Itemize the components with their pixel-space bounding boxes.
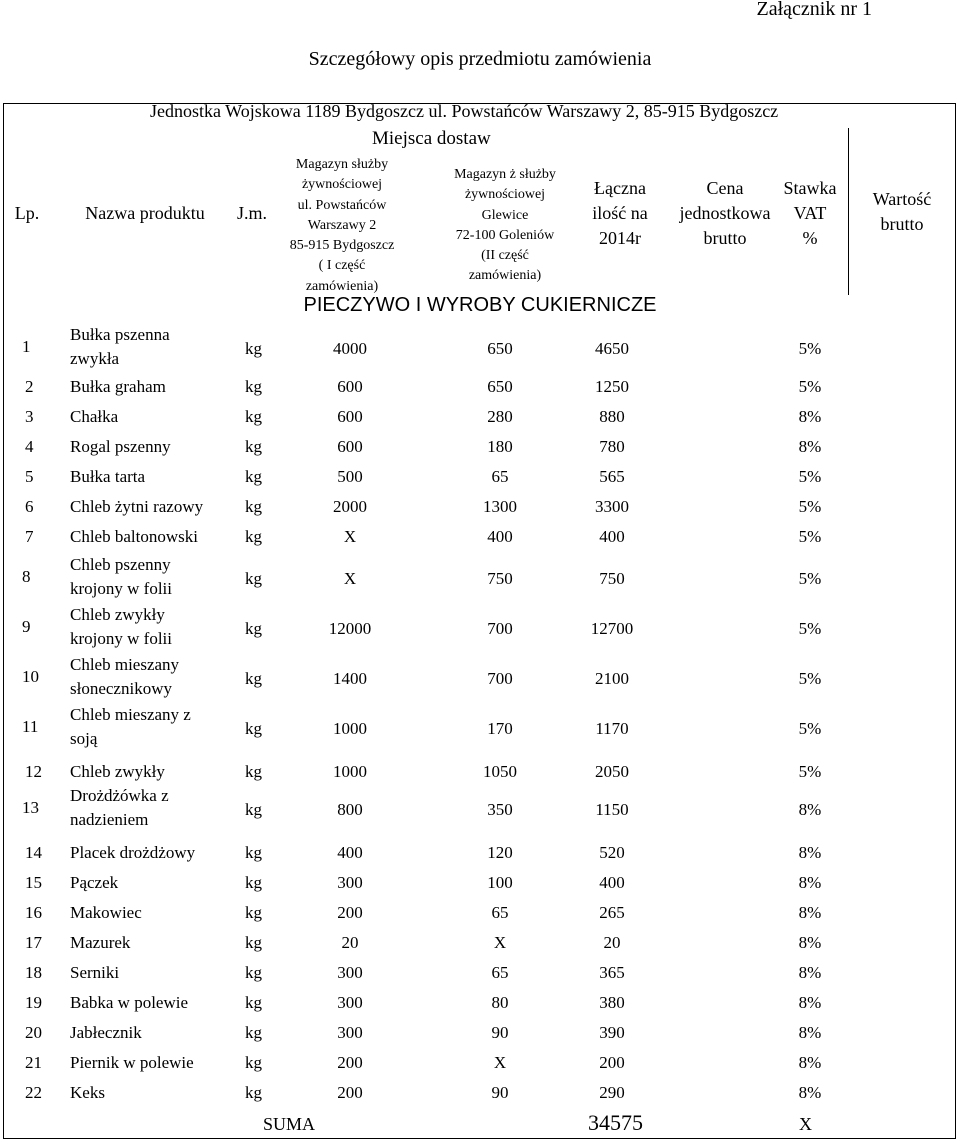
unit: kg bbox=[245, 1053, 262, 1072]
qty-warehouse-1: 20 bbox=[341, 933, 359, 952]
qty-warehouse-1: X bbox=[343, 569, 357, 588]
unit: kg bbox=[245, 669, 262, 688]
product-name-line: nadzieniem bbox=[70, 810, 149, 829]
unit: kg bbox=[245, 497, 262, 516]
product-name bbox=[70, 703, 191, 751]
vat-rate: 8% bbox=[798, 437, 822, 456]
qty-warehouse-2: 120 bbox=[487, 843, 513, 862]
header-warehouse-1: Magazyn służby żywnościowej ul. Powstańców Warszawy 2 85-915 Bydgoszcz ( I część zamówienia) bbox=[289, 157, 395, 294]
qty-warehouse-1: 12000 bbox=[328, 619, 372, 638]
row-number: 21 bbox=[25, 1053, 42, 1072]
row-number: 11 bbox=[22, 717, 39, 736]
row-number: 14 bbox=[25, 843, 42, 862]
row-number: 10 bbox=[22, 667, 39, 686]
product-name: Chleb zwykły bbox=[70, 762, 165, 781]
qty-total: 565 bbox=[599, 467, 625, 486]
unit: kg bbox=[245, 569, 262, 588]
product-name bbox=[70, 653, 179, 701]
unit: kg bbox=[245, 800, 262, 819]
product-name bbox=[70, 553, 172, 601]
qty-total: 1150 bbox=[595, 800, 629, 819]
product-name-line: Chleb pszenny bbox=[70, 555, 171, 574]
header-total-quantity: Łączna ilość na 2014r bbox=[592, 178, 648, 248]
qty-total: 750 bbox=[599, 569, 625, 588]
row-number: 1 bbox=[22, 337, 31, 356]
qty-warehouse-1: 300 bbox=[337, 873, 363, 892]
qty-warehouse-2: 1300 bbox=[483, 497, 517, 516]
row-number: 5 bbox=[25, 467, 34, 486]
product-name: Jabłecznik bbox=[70, 1023, 142, 1042]
header-warehouse-2: Magazyn ż służby żywnościowej Glewice 72-100 Goleniów (II część zamówienia) bbox=[454, 167, 556, 284]
vat-rate: 8% bbox=[798, 1053, 822, 1072]
vat-rate: 8% bbox=[798, 1083, 822, 1102]
row-number: 15 bbox=[25, 873, 42, 892]
qty-total: 3300 bbox=[595, 497, 629, 516]
vat-rate: 8% bbox=[798, 843, 822, 862]
product-name-line: Drożdżówka z bbox=[70, 786, 169, 805]
vat-rate: 8% bbox=[798, 963, 822, 982]
row-number: 4 bbox=[25, 437, 34, 456]
product-name: Placek drożdżowy bbox=[70, 843, 196, 862]
delivery-places-title: Miejsca dostaw bbox=[372, 128, 491, 149]
product-name-line: słonecznikowy bbox=[70, 679, 172, 698]
unit: kg bbox=[245, 527, 262, 546]
qty-warehouse-2: 350 bbox=[487, 800, 513, 819]
unit: kg bbox=[245, 1023, 262, 1042]
vat-rate: 8% bbox=[798, 993, 822, 1012]
category-label: PIECZYWO I WYROBY CUKIERNICZE bbox=[303, 294, 657, 316]
qty-total: 2050 bbox=[595, 762, 629, 781]
qty-total: 400 bbox=[599, 873, 625, 892]
qty-total: 520 bbox=[599, 843, 625, 862]
sum-label: SUMA bbox=[263, 1114, 316, 1134]
header-product-name: Nazwa produktu bbox=[85, 203, 205, 223]
unit: kg bbox=[245, 963, 262, 982]
unit: kg bbox=[245, 1083, 262, 1102]
qty-warehouse-2: 1050 bbox=[483, 762, 517, 781]
row-number: 18 bbox=[25, 963, 42, 982]
product-name: Serniki bbox=[70, 963, 120, 982]
qty-warehouse-1: 1400 bbox=[333, 669, 367, 688]
qty-warehouse-1: 300 bbox=[337, 993, 363, 1012]
qty-warehouse-1: 300 bbox=[337, 1023, 363, 1042]
qty-total: 880 bbox=[599, 407, 625, 426]
vat-rate: 8% bbox=[798, 407, 822, 426]
qty-warehouse-1: 400 bbox=[337, 843, 363, 862]
product-name bbox=[70, 784, 169, 832]
qty-warehouse-2: 700 bbox=[487, 619, 513, 638]
qty-warehouse-2: 65 bbox=[491, 963, 509, 982]
unit: kg bbox=[245, 437, 262, 456]
row-number: 8 bbox=[22, 567, 31, 586]
qty-total: 20 bbox=[603, 933, 621, 952]
unit: kg bbox=[245, 407, 262, 426]
product-name: Pączek bbox=[70, 873, 119, 892]
vat-rate: 8% bbox=[798, 1023, 822, 1042]
row-number: 2 bbox=[25, 377, 34, 396]
product-name: Rogal pszenny bbox=[70, 437, 171, 456]
qty-warehouse-1: 1000 bbox=[333, 719, 367, 738]
row-number: 16 bbox=[25, 903, 42, 922]
row-number: 13 bbox=[22, 798, 39, 817]
qty-warehouse-1: 1000 bbox=[333, 762, 367, 781]
qty-total: 365 bbox=[599, 963, 625, 982]
qty-warehouse-1: 800 bbox=[337, 800, 363, 819]
unit: kg bbox=[245, 467, 262, 486]
row-number: 9 bbox=[22, 617, 31, 636]
vat-rate: 8% bbox=[798, 903, 822, 922]
product-name: Bułka tarta bbox=[70, 467, 146, 486]
qty-warehouse-2: 700 bbox=[487, 669, 513, 688]
unit: kg bbox=[245, 762, 262, 781]
sum-value: 34575 bbox=[588, 1110, 643, 1135]
vat-rate: 8% bbox=[798, 800, 822, 819]
product-name bbox=[70, 323, 170, 371]
row-number: 3 bbox=[25, 407, 34, 426]
vat-rate: 5% bbox=[798, 527, 822, 546]
header-lp: Lp. bbox=[14, 203, 40, 223]
qty-warehouse-2: 90 bbox=[491, 1083, 509, 1102]
qty-total: 200 bbox=[599, 1053, 625, 1072]
unit: kg bbox=[245, 993, 262, 1012]
qty-warehouse-1: 200 bbox=[337, 1053, 363, 1072]
product-name-line: krojony w folii bbox=[70, 579, 172, 598]
qty-warehouse-2: 280 bbox=[487, 407, 513, 426]
vat-rate: 5% bbox=[798, 762, 822, 781]
qty-warehouse-2: 180 bbox=[487, 437, 513, 456]
unit: kg bbox=[245, 873, 262, 892]
vat-rate: 5% bbox=[798, 569, 822, 588]
row-number: 19 bbox=[25, 993, 42, 1012]
unit: kg bbox=[245, 339, 262, 358]
row-number: 20 bbox=[25, 1023, 42, 1042]
row-number: 12 bbox=[25, 762, 42, 781]
qty-warehouse-2: 65 bbox=[491, 903, 509, 922]
row-number: 7 bbox=[25, 527, 34, 546]
product-name: Chleb żytni razowy bbox=[70, 497, 204, 516]
product-name: Chałka bbox=[70, 407, 119, 426]
product-name-line: Chleb mieszany z bbox=[70, 705, 191, 724]
row-number: 6 bbox=[25, 497, 34, 516]
qty-warehouse-2: 80 bbox=[491, 993, 509, 1012]
vat-rate: 5% bbox=[798, 619, 822, 638]
qty-total: 1250 bbox=[595, 377, 629, 396]
qty-warehouse-1: 2000 bbox=[333, 497, 367, 516]
qty-total: 390 bbox=[599, 1023, 625, 1042]
unit: kg bbox=[245, 619, 262, 638]
unit: kg bbox=[245, 903, 262, 922]
qty-warehouse-2: 400 bbox=[487, 527, 513, 546]
qty-warehouse-2: 90 bbox=[491, 1023, 509, 1042]
product-name-line: krojony w folii bbox=[70, 629, 172, 648]
vat-rate: 8% bbox=[798, 933, 822, 952]
qty-warehouse-2: 65 bbox=[491, 467, 509, 486]
qty-total: 2100 bbox=[595, 669, 629, 688]
product-name: Keks bbox=[70, 1083, 105, 1102]
product-name: Mazurek bbox=[70, 933, 131, 952]
qty-total: 400 bbox=[599, 527, 625, 546]
qty-total: 265 bbox=[599, 903, 625, 922]
qty-warehouse-1: 300 bbox=[337, 963, 363, 982]
qty-warehouse-2: 170 bbox=[487, 719, 513, 738]
unit: kg bbox=[245, 933, 262, 952]
product-name-line: soją bbox=[70, 729, 98, 748]
qty-warehouse-2: 650 bbox=[487, 377, 513, 396]
qty-warehouse-2: 650 bbox=[487, 339, 513, 358]
unit: kg bbox=[245, 843, 262, 862]
product-name: Chleb baltonowski bbox=[70, 527, 198, 546]
product-name-line: Bułka pszenna bbox=[70, 325, 170, 344]
product-name-line: zwykła bbox=[70, 349, 120, 368]
vat-rate: 5% bbox=[798, 719, 822, 738]
product-name: Makowiec bbox=[70, 903, 142, 922]
qty-warehouse-2: 100 bbox=[487, 873, 513, 892]
product-name bbox=[70, 603, 172, 651]
unit: kg bbox=[245, 719, 262, 738]
qty-warehouse-2: X bbox=[493, 1053, 507, 1072]
vat-rate: 5% bbox=[798, 497, 822, 516]
qty-warehouse-1: 600 bbox=[337, 437, 363, 456]
document-title: Szczegółowy opis przedmiotu zamówienia bbox=[308, 48, 652, 70]
attachment-label: Załącznik nr 1 bbox=[756, 0, 872, 20]
product-name: Piernik w polewie bbox=[70, 1053, 194, 1072]
vat-rate: 5% bbox=[798, 377, 822, 396]
qty-total: 290 bbox=[599, 1083, 625, 1102]
header-vat-rate: Stawka VAT % bbox=[783, 178, 837, 248]
qty-warehouse-1: 500 bbox=[337, 467, 363, 486]
product-name: Babka w polewie bbox=[70, 993, 189, 1012]
sum-value-column: X bbox=[799, 1114, 812, 1134]
qty-total: 12700 bbox=[590, 619, 634, 638]
header-gross-value: Wartość brutto bbox=[872, 189, 932, 234]
row-number: 17 bbox=[25, 933, 42, 952]
qty-warehouse-1: 600 bbox=[337, 377, 363, 396]
qty-warehouse-1: 4000 bbox=[333, 339, 367, 358]
vat-rate: 5% bbox=[798, 467, 822, 486]
qty-warehouse-1: 200 bbox=[337, 903, 363, 922]
qty-total: 4650 bbox=[595, 339, 629, 358]
qty-total: 780 bbox=[599, 437, 625, 456]
qty-warehouse-1: X bbox=[343, 527, 357, 546]
header-unit-price: Cena jednostkowa brutto bbox=[679, 178, 771, 248]
qty-warehouse-1: 200 bbox=[337, 1083, 363, 1102]
qty-total: 1170 bbox=[595, 719, 629, 738]
qty-warehouse-1: 600 bbox=[337, 407, 363, 426]
vat-rate: 8% bbox=[798, 873, 822, 892]
product-name-line: Chleb mieszany bbox=[70, 655, 180, 674]
row-number: 22 bbox=[25, 1083, 42, 1102]
vat-rate: 5% bbox=[798, 669, 822, 688]
product-name: Bułka graham bbox=[70, 377, 166, 396]
qty-warehouse-2: 750 bbox=[487, 569, 513, 588]
qty-total: 380 bbox=[599, 993, 625, 1012]
product-name-line: Chleb zwykły bbox=[70, 605, 165, 624]
header-unit: J.m. bbox=[236, 203, 267, 223]
unit-address: Jednostka Wojskowa 1189 Bydgoszcz ul. Powstańców Warszawy 2, 85-915 Bydgoszcz bbox=[150, 101, 779, 121]
vat-rate: 5% bbox=[798, 339, 822, 358]
qty-warehouse-2: X bbox=[493, 933, 507, 952]
unit: kg bbox=[245, 377, 262, 396]
